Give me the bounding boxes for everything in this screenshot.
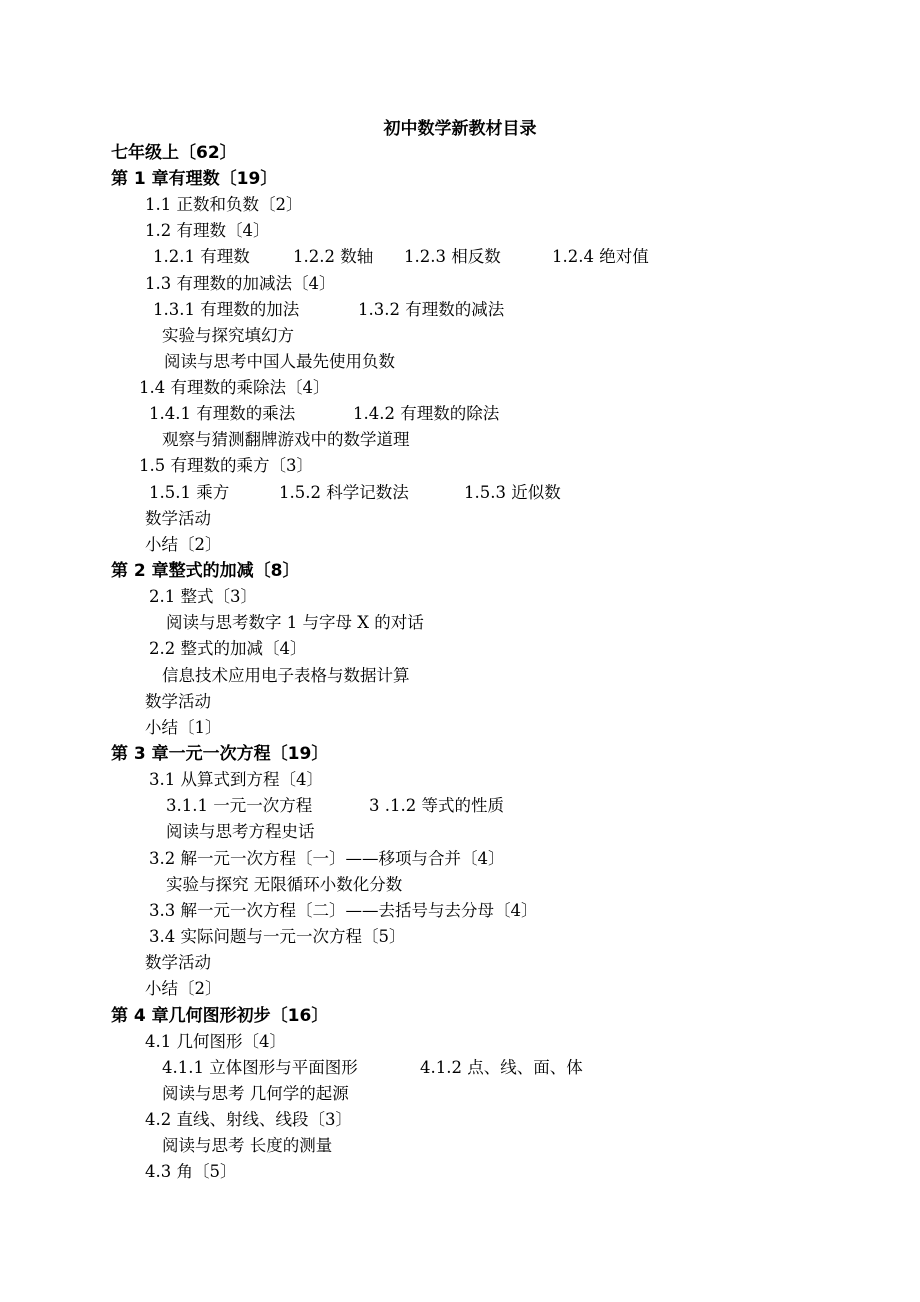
grade-heading: 七年级上〔62〕 bbox=[111, 143, 237, 163]
subsections-3-1 bbox=[0, 793, 900, 819]
chapter-2-heading: 第 2 章整式的加减〔8〕 bbox=[111, 561, 300, 581]
summary-1: 小结〔2〕 bbox=[145, 535, 222, 554]
summary-2: 小结〔1〕 bbox=[145, 718, 222, 737]
subsection-1-2-4: 1.2.4 绝对值 bbox=[552, 247, 649, 266]
extra-2-1-reading: 阅读与思考数字 1 与字母 X 的对话 bbox=[166, 613, 424, 632]
subsection-1-5-1: 1.5.1 乘方 bbox=[149, 483, 230, 502]
extra-1-3-reading: 阅读与思考中国人最先使用负数 bbox=[164, 352, 395, 371]
subsections-1-5 bbox=[0, 480, 900, 506]
chapter-3-heading: 第 3 章一元一次方程〔19〕 bbox=[111, 744, 329, 764]
chapter-1-heading: 第 1 章有理数〔19〕 bbox=[111, 169, 278, 189]
section-1-1: 1.1 正数和负数〔2〕 bbox=[145, 195, 303, 214]
section-1-3: 1.3 有理数的加减法〔4〕 bbox=[145, 274, 336, 293]
section-4-3: 4.3 角〔5〕 bbox=[145, 1162, 237, 1181]
subsection-1-4-1: 1.4.1 有理数的乘法 bbox=[149, 404, 296, 423]
subsection-4-1-2: 4.1.2 点、线、面、体 bbox=[420, 1058, 583, 1077]
subsection-1-5-2: 1.5.2 科学记数法 bbox=[279, 483, 409, 502]
chapter-4-heading: 第 4 章几何图形初步〔16〕 bbox=[111, 1006, 329, 1026]
subsection-1-5-3: 1.5.3 近似数 bbox=[464, 483, 561, 502]
extra-1-4-observe: 观察与猜测翻牌游戏中的数学道理 bbox=[162, 430, 410, 449]
subsection-1-2-1: 1.2.1 有理数 bbox=[153, 247, 250, 266]
subsection-3-1-1: 3.1.1 一元一次方程 bbox=[166, 796, 313, 815]
subsection-1-2-2: 1.2.2 数轴 bbox=[293, 247, 374, 266]
section-3-1: 3.1 从算式到方程〔4〕 bbox=[149, 770, 323, 789]
section-3-2: 3.2 解一元一次方程〔一〕——移项与合并〔4〕 bbox=[149, 849, 505, 868]
section-1-5: 1.5 有理数的乘方〔3〕 bbox=[139, 456, 313, 475]
math-activity-1: 数学活动 bbox=[145, 509, 211, 528]
section-4-1: 4.1 几何图形〔4〕 bbox=[145, 1032, 286, 1051]
section-4-2: 4.2 直线、射线、线段〔3〕 bbox=[145, 1110, 352, 1129]
page-title: 初中数学新教材目录 bbox=[383, 119, 537, 139]
extra-3-1-reading: 阅读与思考方程史话 bbox=[166, 822, 315, 841]
section-1-2: 1.2 有理数〔4〕 bbox=[145, 221, 270, 240]
subsection-1-3-1: 1.3.1 有理数的加法 bbox=[153, 300, 300, 319]
subsections-1-4 bbox=[0, 401, 900, 427]
subsections-4-1 bbox=[0, 1055, 900, 1081]
math-activity-2: 数学活动 bbox=[145, 692, 211, 711]
math-activity-3: 数学活动 bbox=[145, 953, 211, 972]
extra-4-2-reading: 阅读与思考 长度的测量 bbox=[162, 1136, 333, 1155]
summary-3: 小结〔2〕 bbox=[145, 979, 222, 998]
extra-3-2-experiment: 实验与探究 无限循环小数化分数 bbox=[166, 875, 403, 894]
subsection-4-1-1: 4.1.1 立体图形与平面图形 bbox=[162, 1058, 358, 1077]
subsection-1-3-2: 1.3.2 有理数的减法 bbox=[358, 300, 505, 319]
section-2-2: 2.2 整式的加减〔4〕 bbox=[149, 639, 307, 658]
subsection-3-1-2: 3 .1.2 等式的性质 bbox=[369, 796, 504, 815]
extra-2-2-it: 信息技术应用电子表格与数据计算 bbox=[162, 666, 410, 685]
extra-1-3-experiment: 实验与探究填幻方 bbox=[162, 326, 294, 345]
subsection-1-4-2: 1.4.2 有理数的除法 bbox=[353, 404, 500, 423]
section-3-4: 3.4 实际问题与一元一次方程〔5〕 bbox=[149, 927, 406, 946]
section-2-1: 2.1 整式〔3〕 bbox=[149, 587, 257, 606]
subsections-1-3 bbox=[0, 297, 900, 323]
subsection-1-2-3: 1.2.3 相反数 bbox=[404, 247, 501, 266]
section-3-3: 3.3 解一元一次方程〔二〕——去括号与去分母〔4〕 bbox=[149, 901, 538, 920]
subsections-1-2 bbox=[0, 244, 900, 270]
extra-4-1-reading: 阅读与思考 几何学的起源 bbox=[162, 1084, 349, 1103]
section-1-4: 1.4 有理数的乘除法〔4〕 bbox=[139, 378, 330, 397]
